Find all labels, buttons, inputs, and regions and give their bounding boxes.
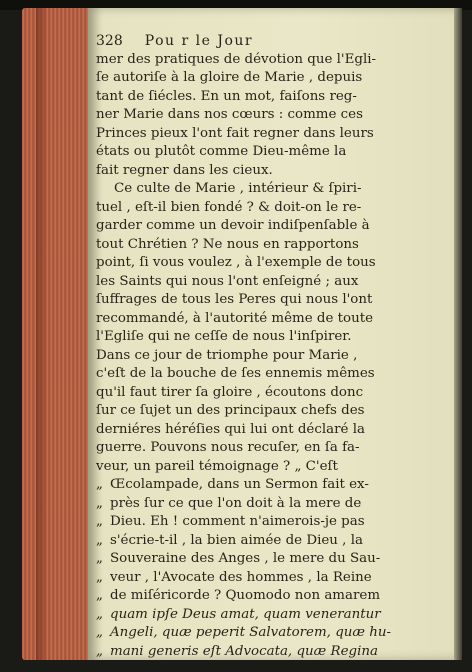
text-line xyxy=(96,143,436,162)
text-line xyxy=(96,125,436,144)
line-text: c'eſt de la bouche de ſes ennemis mêmes xyxy=(96,366,375,381)
line-text: Angeli, quæ peperit Salvatorem, quæ hu- xyxy=(110,625,392,640)
text-line xyxy=(96,347,436,366)
line-text: Souveraine des Anges , le mere du Sau- xyxy=(110,551,381,566)
line-text: garder comme un devoir indiſpenſable à xyxy=(96,218,370,233)
line-text: ſe autoriſe à la gloire de Marie , depuis xyxy=(96,70,363,85)
line-text: ſur ce ſujet un des principaux chefs des xyxy=(96,403,365,418)
text-line xyxy=(96,439,436,458)
text-line xyxy=(96,273,436,292)
line-text: Princes pieux l'ont fait regner dans leurs xyxy=(96,125,374,141)
text-line xyxy=(96,587,436,606)
quote-mark: „ xyxy=(96,551,103,566)
line-text: fait regner dans les cieux. xyxy=(96,162,273,178)
line-text: tant de ſiécles. En un mot, faiſons reg- xyxy=(96,88,357,104)
text-line xyxy=(96,532,436,551)
quote-mark: „ xyxy=(96,625,103,640)
text-line xyxy=(96,458,436,477)
text-line xyxy=(96,384,436,403)
quote-mark: „ xyxy=(96,514,103,529)
page-number: 328 xyxy=(96,33,123,49)
line-text: guerre. Pouvons nous recuſer, en ſa fa- xyxy=(96,440,360,455)
text-line xyxy=(96,643,436,662)
text-line xyxy=(96,217,436,236)
line-text: Ce culte de Marie , intérieur & ſpiri- xyxy=(114,181,362,196)
line-text: qu'il faut tirer ſa gloire , écoutons donc xyxy=(96,384,364,400)
text-line xyxy=(96,606,436,625)
page-text xyxy=(96,32,436,661)
running-title: Pou r le Jour xyxy=(144,33,254,49)
line-text: l'Egliſe qui ne ceſſe de nous l'inſpirer. xyxy=(96,329,352,344)
line-text: ner Marie dans nos cœurs : comme ces xyxy=(96,107,363,122)
text-line xyxy=(96,402,436,421)
text-line xyxy=(96,421,436,440)
text-line xyxy=(96,624,436,643)
gutter-shadow xyxy=(454,8,462,660)
page-edges xyxy=(22,8,92,660)
quote-mark: „ xyxy=(96,643,103,659)
text-line xyxy=(96,180,436,199)
text-line xyxy=(96,513,436,532)
text-line xyxy=(96,495,436,514)
text-lines xyxy=(96,51,436,662)
text-line xyxy=(96,162,436,181)
line-text: veur , l'Avocate des hommes , la Reine xyxy=(110,569,372,585)
line-text: les Saints qui nous l'ont enſeigné ; aux xyxy=(96,273,359,289)
quote-mark: „ xyxy=(96,532,103,548)
text-line xyxy=(96,69,436,88)
text-line xyxy=(96,365,436,384)
quote-mark: „ xyxy=(96,588,103,603)
line-text: de miſéricorde ? Quomodo non amarem xyxy=(110,588,381,603)
text-line xyxy=(96,106,436,125)
text-line xyxy=(96,236,436,255)
line-text: tuel , eſt-il bien fondé ? & doit-on le re- xyxy=(96,199,362,215)
line-text: quam ipſe Deus amat, quam venerantur xyxy=(110,606,381,622)
text-line xyxy=(96,291,436,310)
text-line xyxy=(96,550,436,569)
text-line xyxy=(96,88,436,107)
line-text: près ſur ce que l'on doit à la mere de xyxy=(110,495,362,511)
line-text: Œcolampade, dans un Sermon fait ex- xyxy=(110,477,369,492)
binding xyxy=(36,8,46,660)
text-line xyxy=(96,199,436,218)
line-text: états ou plutôt comme Dieu-même la xyxy=(96,144,347,159)
text-line xyxy=(96,310,436,329)
line-text: Dans ce jour de triomphe pour Marie , xyxy=(96,347,358,363)
line-text: mer des pratiques de dévotion que l'Egli- xyxy=(96,51,377,67)
text-line xyxy=(96,328,436,347)
line-text: ſuffrages de tous les Peres qui nous l'ont xyxy=(96,292,373,307)
quote-mark: „ xyxy=(96,495,103,511)
line-text: Dieu. Eh ! comment n'aimerois-je pas xyxy=(110,514,365,529)
line-text: derniéres héréſies qui lui ont déclaré la xyxy=(96,421,365,437)
quote-mark: „ xyxy=(96,569,103,585)
line-text: veur, un pareil témoignage ? „ C'eſt xyxy=(96,458,338,474)
text-line xyxy=(96,569,436,588)
text-line xyxy=(96,254,436,273)
text-line xyxy=(96,51,436,70)
line-text: mani generis eſt Advocata, quæ Regina xyxy=(110,643,378,659)
line-text: recommandé, à l'autorité même de toute xyxy=(96,310,374,326)
line-text: point, ſi vous voulez , à l'exemple de tous xyxy=(96,255,376,270)
text-line xyxy=(96,476,436,495)
running-header xyxy=(96,32,436,51)
line-text: tout Chrétien ? Ne nous en rapportons xyxy=(96,236,359,252)
quote-mark: „ xyxy=(96,606,103,622)
line-text: s'écrie-t-il , la bien aimée de Dieu , la xyxy=(110,532,363,548)
quote-mark: „ xyxy=(96,477,103,492)
